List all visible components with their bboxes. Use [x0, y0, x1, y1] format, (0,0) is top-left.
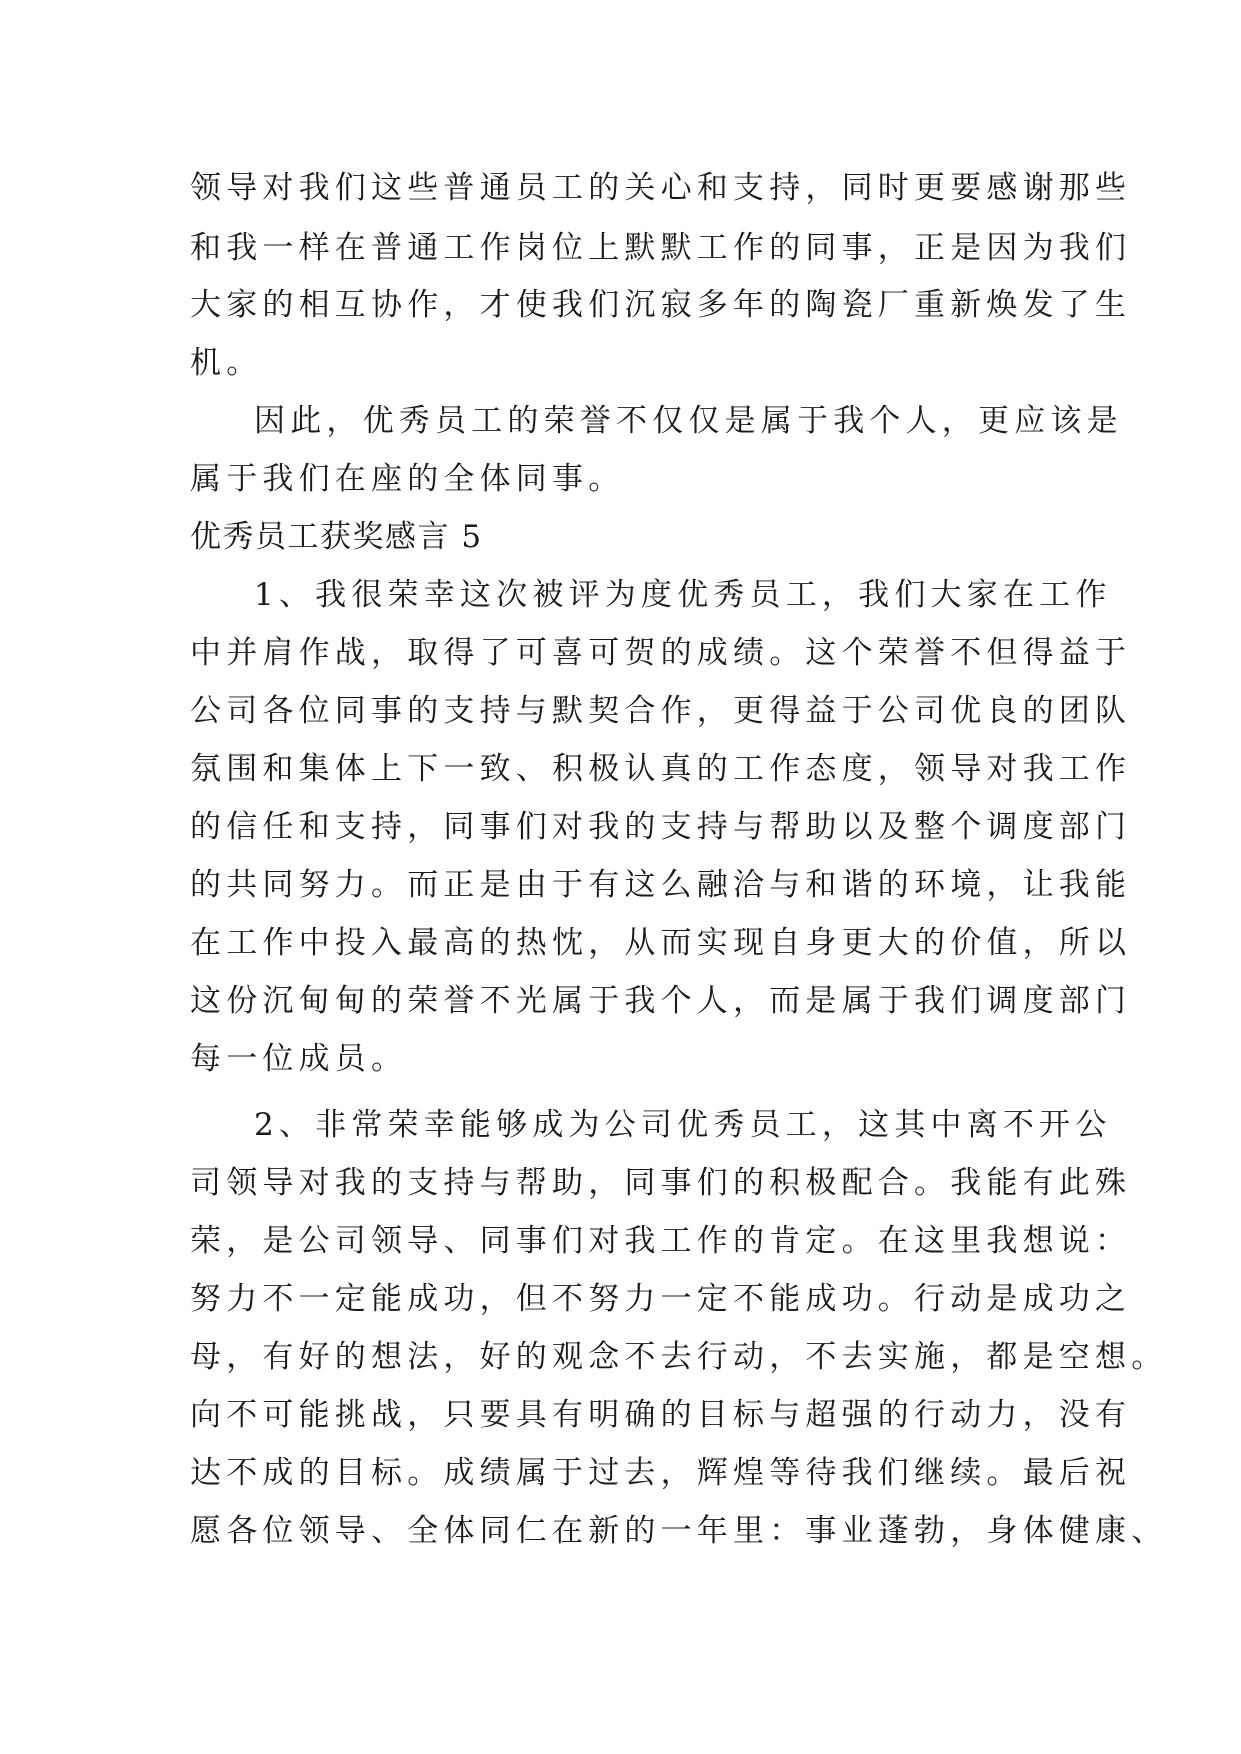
paragraph-line: 达不成的目标。成绩属于过去，辉煌等待我们继续。最后祝 [190, 1455, 1132, 1491]
paragraph-line: 在工作中投入最高的热忱，从而实现自身更大的价值，所以 [190, 925, 1132, 961]
paragraph-line: 氛围和集体上下一致、积极认真的工作态度，领导对我工作 [190, 751, 1132, 787]
paragraph-line: 向不可能挑战，只要具有明确的目标与超强的行动力，没有 [190, 1397, 1132, 1433]
paragraph-line: 公司各位同事的支持与默契合作，更得益于公司优良的团队 [190, 693, 1132, 729]
paragraph-line: 大家的相互协作，才使我们沉寂多年的陶瓷厂重新焕发了生 [190, 287, 1132, 323]
paragraph-line: 领导对我们这些普通员工的关心和支持，同时更要感谢那些 [190, 170, 1132, 206]
paragraph-line: 和我一样在普通工作岗位上默默工作的同事，正是因为我们 [190, 230, 1132, 266]
paragraph-line: 的信任和支持，同事们对我的支持与帮助以及整个调度部门 [190, 809, 1132, 845]
paragraph-line: 2、非常荣幸能够成为公司优秀员工，这其中离不开公 [254, 1107, 1112, 1143]
paragraph-line: 属于我们在座的全体同事。 [190, 461, 625, 497]
paragraph-line: 愿各位领导、全体同仁在新的一年里：事业蓬勃，身体健康、 [190, 1513, 1168, 1549]
paragraph-line: 荣，是公司领导、同事们对我工作的肯定。在这里我想说： [190, 1223, 1132, 1259]
paragraph-line: 这份沉甸甸的荣誉不光属于我个人，而是属于我们调度部门 [190, 983, 1132, 1019]
paragraph-line: 每一位成员。 [190, 1041, 408, 1077]
paragraph-line: 机。 [190, 345, 263, 381]
paragraph-line: 1、我很荣幸这次被评为度优秀员工，我们大家在工作 [254, 577, 1112, 613]
paragraph-line: 中并肩作战，取得了可喜可贺的成绩。这个荣誉不但得益于 [190, 635, 1132, 671]
paragraph-line: 母，有好的想法，好的观念不去行动，不去实施，都是空想。 [190, 1339, 1168, 1375]
paragraph-line: 的共同努力。而正是由于有这么融洽与和谐的环境，让我能 [190, 867, 1132, 903]
paragraph-line: 努力不一定能成功，但不努力一定不能成功。行动是成功之 [190, 1281, 1132, 1317]
paragraph-line: 司领导对我的支持与帮助，同事们的积极配合。我能有此殊 [190, 1165, 1132, 1201]
paragraph-line: 因此，优秀员工的荣誉不仅仅是属于我个人，更应该是 [254, 403, 1123, 439]
section-heading: 优秀员工获奖感言 5 [190, 519, 483, 555]
